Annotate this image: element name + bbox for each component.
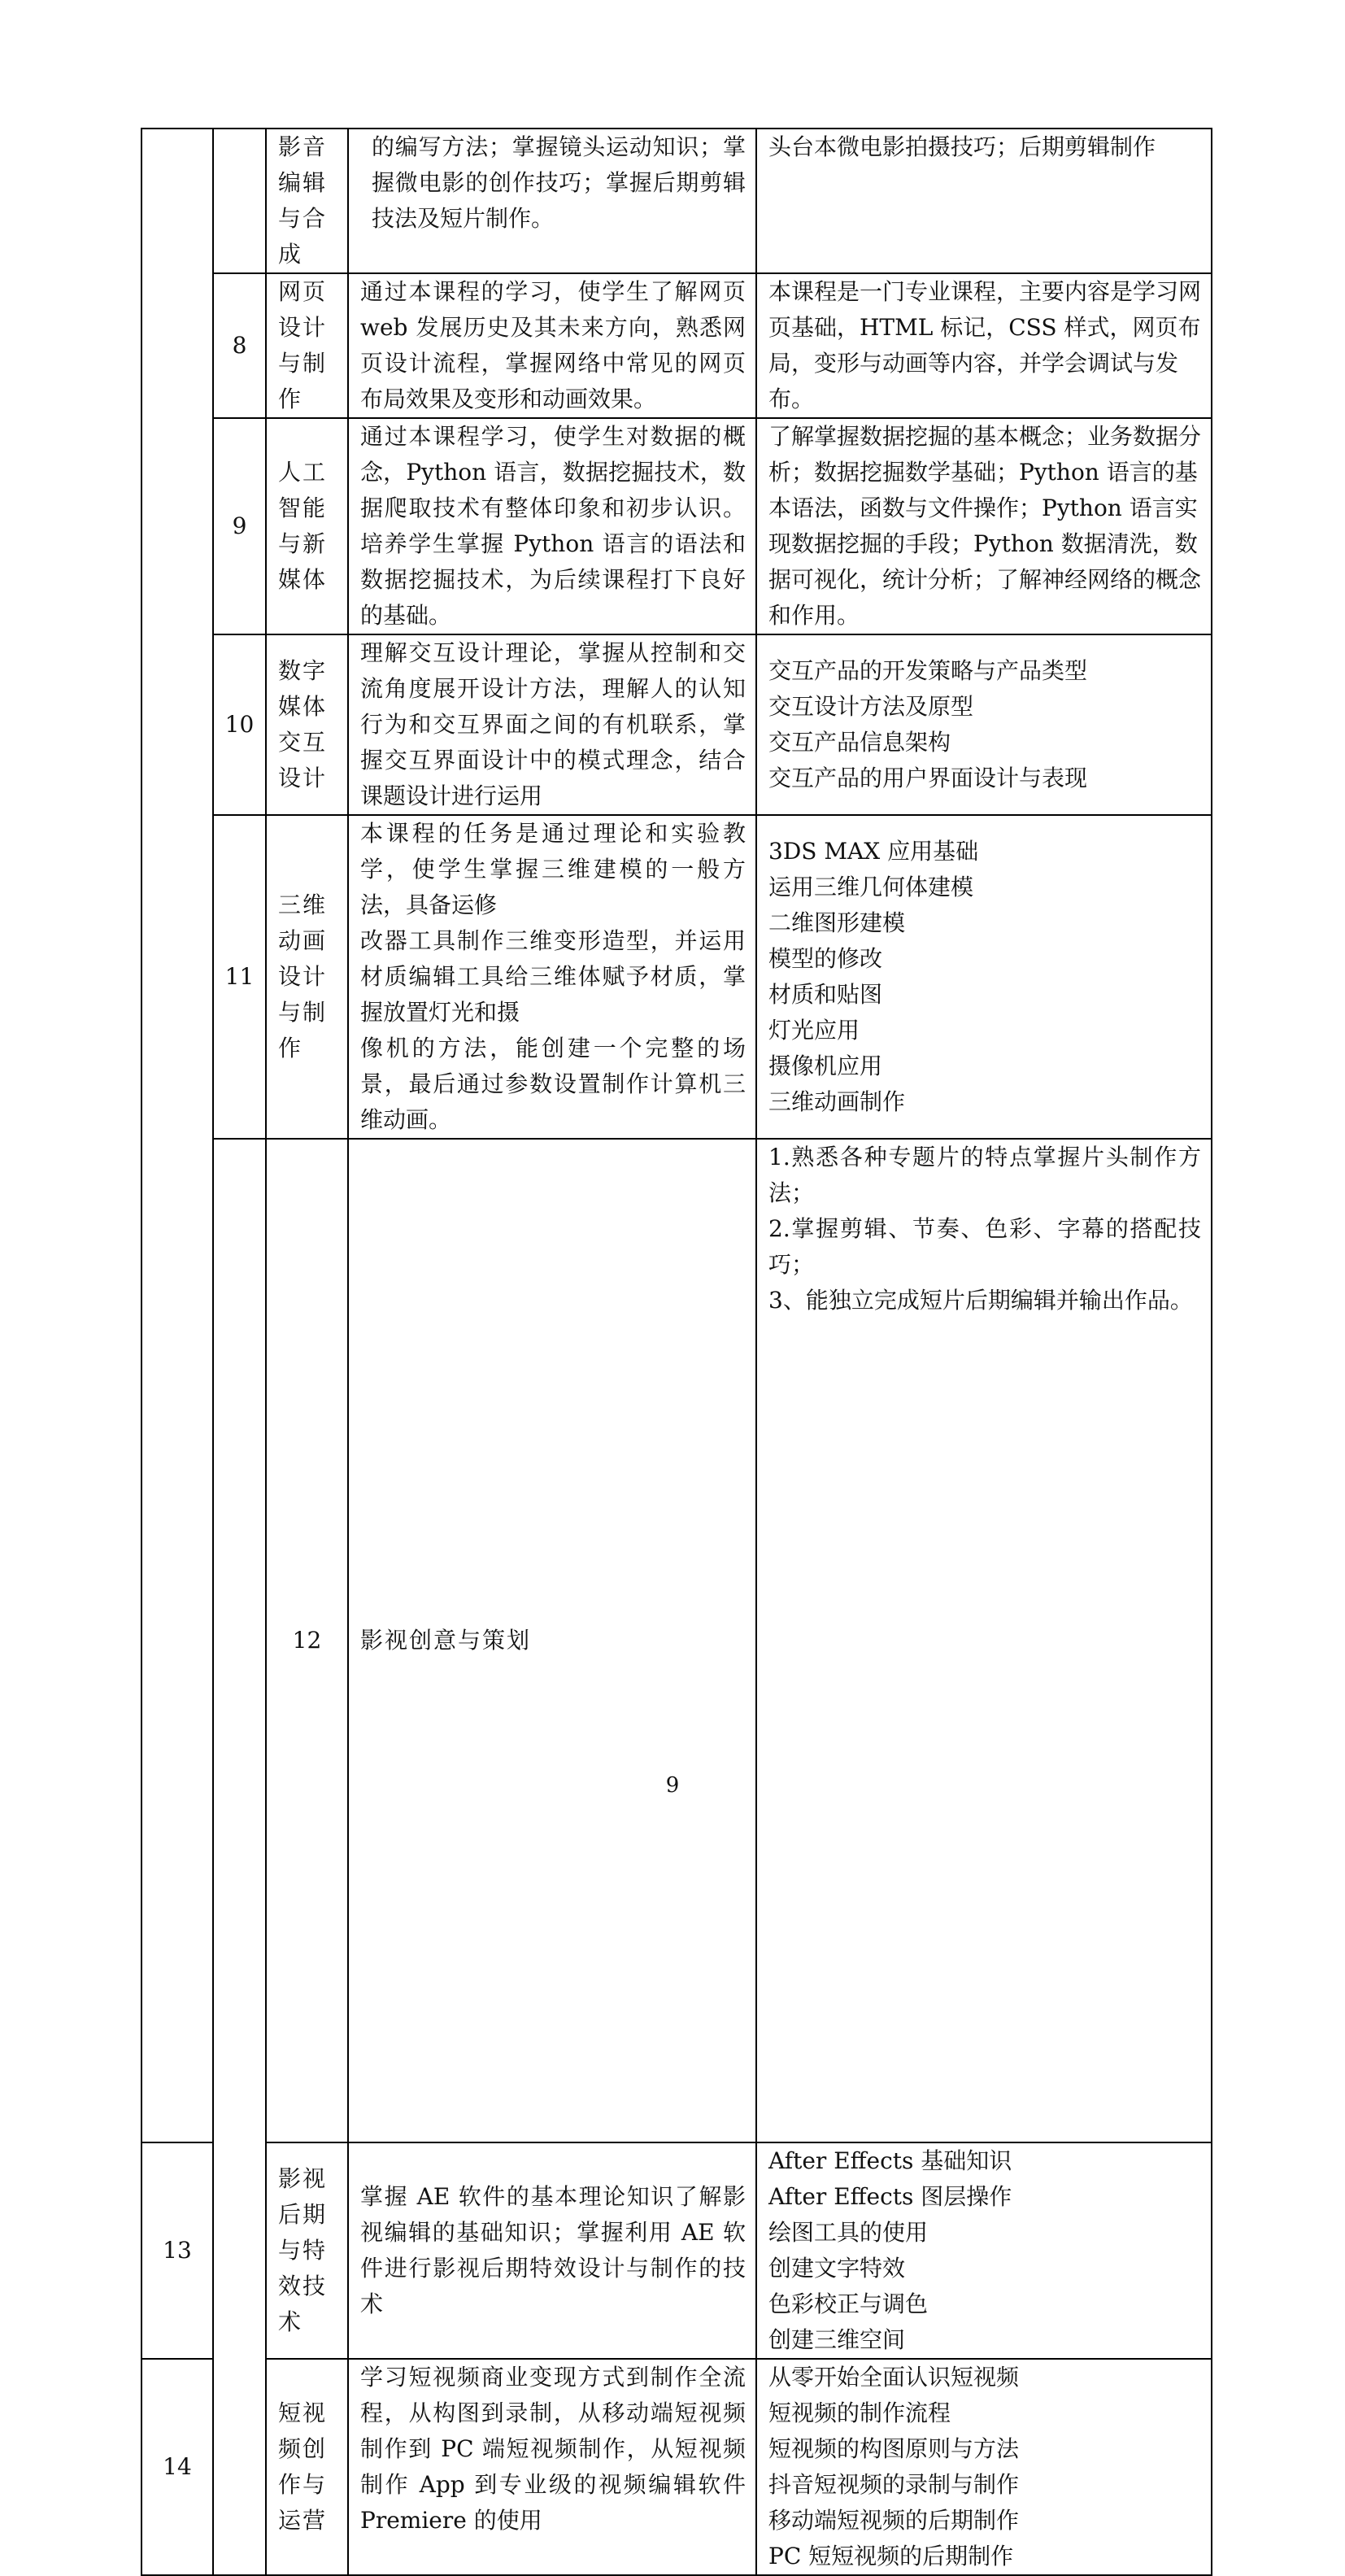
course-objective: 通过本课程的学习，使学生了解网页web 发展历史及其未来方向，熟悉网页设计流程，掌握网络中常见的网页布局效果及变形和动画效果。 bbox=[348, 273, 756, 418]
page-number: 9 bbox=[665, 1773, 680, 1798]
course-content: 交互产品的开发策略与产品类型 交互设计方法及原型 交互产品信息架构 交互产品的用户界面设计与表现 bbox=[756, 634, 1212, 815]
course-number: 8 bbox=[213, 273, 266, 418]
course-name: 三维动画设计与制作 bbox=[266, 815, 348, 1139]
course-name: 短视频创作与运营 bbox=[266, 2359, 348, 2575]
course-objective: 学习短视频商业变现方式到制作全流程，从构图到录制，从移动端短视频制作到 PC 端短视频制作，从短视频制作 App 到专业级的视频编辑软件 Premiere 的使用 bbox=[348, 2359, 756, 2575]
table-row bbox=[141, 815, 1212, 1139]
table-row bbox=[141, 418, 1212, 634]
course-objective: 通过本课程学习，使学生对数据的概念，Python 语言，数据挖掘技术，数据爬取技术有整体印象和初步认识。培养学生掌握 Python 语言的语法和数据挖掘技术，为后续课程打下良好的基础。 bbox=[348, 418, 756, 634]
course-number: 12 bbox=[266, 1139, 348, 2142]
course-objective: 本课程的任务是通过理论和实验教学，使学生掌握三维建模的一般方法，具备运修 改器工具制作三维变形造型，并运用材质编辑工具给三维体赋予材质，掌握放置灯光和摄 像机的方法，能创建一个完整的场景，最后通过参数设置制作计算机三维动画。 bbox=[348, 815, 756, 1139]
course-objective: 的编写方法；掌握镜头运动知识；掌握微电影的创作技巧；掌握后期剪辑技法及短片制作。 bbox=[348, 129, 756, 273]
course-number: 14 bbox=[141, 2359, 213, 2575]
course-name: 影视后期与特效技术 bbox=[266, 2142, 348, 2359]
table-row bbox=[141, 129, 1212, 273]
course-name: 影视创意与策划 bbox=[348, 1139, 756, 2142]
course-name: 数字媒体交互设计 bbox=[266, 634, 348, 815]
course-number: 10 bbox=[213, 634, 266, 815]
course-table bbox=[141, 128, 1212, 2576]
course-name: 网页设计与制作 bbox=[266, 273, 348, 418]
course-number: 13 bbox=[141, 2142, 213, 2359]
category-cell bbox=[141, 129, 213, 2142]
course-objective: 理解交互设计理论，掌握从控制和交流角度展开设计方法，理解人的认知行为和交互界面之间的有机联系，掌握交互界面设计中的模式理念，结合课题设计进行运用 bbox=[348, 634, 756, 815]
table-row bbox=[141, 1139, 1212, 2142]
category-cell bbox=[213, 1139, 266, 2575]
course-content: 3DS MAX 应用基础 运用三维几何体建模 二维图形建模 模型的修改 材质和贴图 灯光应用 摄像机应用 三维动画制作 bbox=[756, 815, 1212, 1139]
course-objective: 1.熟悉各种专题片的特点掌握片头制作方法； 2.掌握剪辑、节奏、色彩、字幕的搭配技巧； 3、能独立完成短片后期编辑并输出作品。 bbox=[756, 1139, 1212, 2142]
course-content: After Effects 基础知识 After Effects 图层操作 绘图工具的使用 创建文字特效 色彩校正与调色 创建三维空间 bbox=[756, 2142, 1212, 2359]
course-number: 9 bbox=[213, 418, 266, 634]
course-content: 头台本微电影拍摄技巧；后期剪辑制作 bbox=[756, 129, 1212, 273]
course-content: 本课程是一门专业课程，主要内容是学习网页基础，HTML 标记，CSS 样式，网页布局，变形与动画等内容，并学会调试与发布。 bbox=[756, 273, 1212, 418]
course-content: 从零开始全面认识短视频 短视频的制作流程 短视频的构图原则与方法 抖音短视频的录制与制作 移动端短视频的后期制作 PC 短短视频的后期制作 bbox=[756, 2359, 1212, 2575]
table-row bbox=[141, 273, 1212, 418]
course-number bbox=[213, 129, 266, 273]
table-row bbox=[141, 634, 1212, 815]
table-row bbox=[141, 2142, 1212, 2359]
course-content: 了解掌握数据挖掘的基本概念；业务数据分析；数据挖掘数学基础；Python 语言的基本语法，函数与文件操作；Python 语言实现数据挖掘的手段；Python 数据清洗，数据可视化，统计分析；了解神经网络的概念和作用。 bbox=[756, 418, 1212, 634]
course-name: 人工智能与新媒体 bbox=[266, 418, 348, 634]
course-number: 11 bbox=[213, 815, 266, 1139]
table-row bbox=[141, 2359, 1212, 2575]
course-name: 影音编辑与合成 bbox=[266, 129, 348, 273]
course-objective: 掌握 AE 软件的基本理论知识了解影视编辑的基础知识；掌握利用 AE 软件进行影视后期特效设计与制作的技术 bbox=[348, 2142, 756, 2359]
